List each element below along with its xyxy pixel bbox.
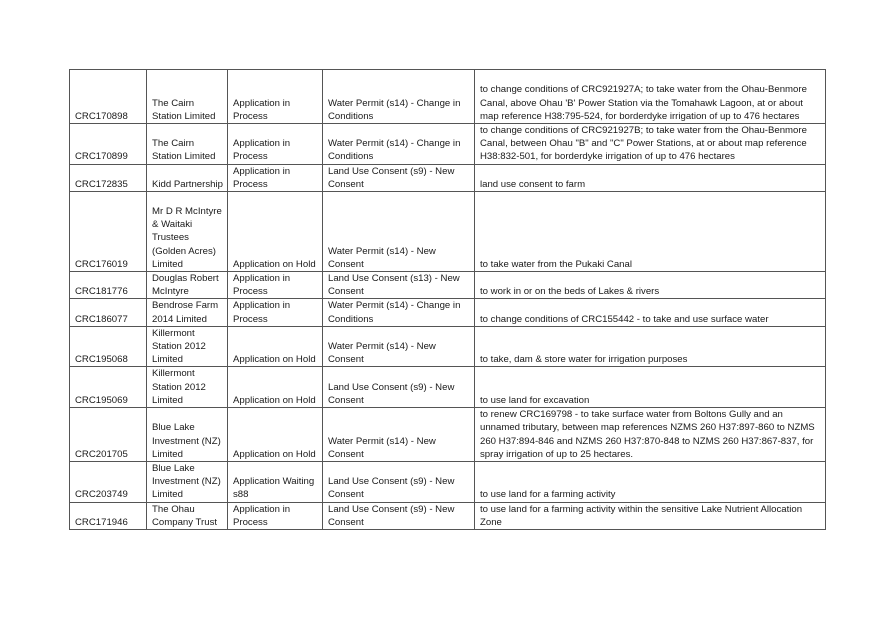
consent-number-cell: CRC203749: [70, 462, 147, 503]
table-row: [70, 367, 826, 408]
consents-table: [69, 69, 826, 530]
consent-type-cell: Land Use Consent (s9) - New Consent: [323, 164, 475, 191]
applicant-cell: Bendrose Farm 2014 Limited: [147, 299, 228, 326]
table-row: [70, 192, 826, 272]
consent-type-cell: Land Use Consent (s9) - New Consent: [323, 502, 475, 529]
status-cell: Application on Hold: [228, 192, 323, 272]
consent-type-cell: Land Use Consent (s9) - New Consent: [323, 367, 475, 408]
table-row: [70, 164, 826, 191]
consent-type-cell: Land Use Consent (s13) - New Consent: [323, 272, 475, 299]
table-row: [70, 502, 826, 529]
consent-type-cell: Water Permit (s14) - New Consent: [323, 192, 475, 272]
consent-type-cell: Water Permit (s14) - New Consent: [323, 326, 475, 367]
status-cell: Application Waiting s88: [228, 462, 323, 503]
status-cell: Application in Process: [228, 124, 323, 165]
consent-number-cell: CRC170898: [70, 70, 147, 124]
table-row: [70, 462, 826, 503]
status-cell: Application on Hold: [228, 408, 323, 462]
description-cell: to use land for a farming activity: [475, 462, 826, 503]
consent-number-cell: CRC186077: [70, 299, 147, 326]
table-row: [70, 70, 826, 124]
status-cell: Application in Process: [228, 164, 323, 191]
description-cell: to renew CRC169798 - to take surface water from Boltons Gully and an unnamed tributary, between map references NZMS 260 H37:897-860 to NZMS 260 H37:894-846 and NZMS 260 H37:870-848 to NZMS 260 H37:867-837, for spray irrigation of up to 25 hectares.: [475, 408, 826, 462]
applicant-cell: The Ohau Company Trust: [147, 502, 228, 529]
status-cell: Application on Hold: [228, 326, 323, 367]
applicant-cell: Kidd Partnership: [147, 164, 228, 191]
consent-number-cell: CRC172835: [70, 164, 147, 191]
consent-type-cell: Water Permit (s14) - New Consent: [323, 408, 475, 462]
applicant-cell: The Cairn Station Limited: [147, 124, 228, 165]
status-cell: Application in Process: [228, 502, 323, 529]
consent-number-cell: CRC181776: [70, 272, 147, 299]
description-cell: to change conditions of CRC921927B; to take water from the Ohau-Benmore Canal, between Ohau "B" and "C" Power Stations, at or about map reference H38:832-501, for borderdyke irrigation of up to 476 hectares: [475, 124, 826, 165]
description-cell: to use land for a farming activity within the sensitive Lake Nutrient Allocation Zone: [475, 502, 826, 529]
table-row: [70, 272, 826, 299]
description-cell: to take water from the Pukaki Canal: [475, 192, 826, 272]
table-row: [70, 299, 826, 326]
description-cell: to change conditions of CRC921927A; to take water from the Ohau-Benmore Canal, above Ohau 'B' Power Station via the Tomahawk Lagoon, at or about map reference H38:795-524, for borderdyke irrigation of up to 476 hectares: [475, 70, 826, 124]
status-cell: Application on Hold: [228, 367, 323, 408]
consent-type-cell: Water Permit (s14) - Change in Conditions: [323, 299, 475, 326]
applicant-cell: Blue Lake Investment (NZ) Limited: [147, 408, 228, 462]
description-cell: to change conditions of CRC155442 - to take and use surface water: [475, 299, 826, 326]
applicant-cell: Mr D R McIntyre & Waitaki Trustees (Golden Acres) Limited: [147, 192, 228, 272]
status-cell: Application in Process: [228, 272, 323, 299]
table-row: [70, 326, 826, 367]
description-cell: to take, dam & store water for irrigation purposes: [475, 326, 826, 367]
table-row: [70, 408, 826, 462]
consents-table-body: [70, 70, 826, 530]
applicant-cell: Blue Lake Investment (NZ) Limited: [147, 462, 228, 503]
consent-number-cell: CRC195069: [70, 367, 147, 408]
consent-number-cell: CRC195068: [70, 326, 147, 367]
consent-number-cell: CRC170899: [70, 124, 147, 165]
status-cell: Application in Process: [228, 70, 323, 124]
description-cell: land use consent to farm: [475, 164, 826, 191]
applicant-cell: Killermont Station 2012 Limited: [147, 326, 228, 367]
table-row: [70, 124, 826, 165]
applicant-cell: Killermont Station 2012 Limited: [147, 367, 228, 408]
applicant-cell: The Cairn Station Limited: [147, 70, 228, 124]
status-cell: Application in Process: [228, 299, 323, 326]
consent-number-cell: CRC176019: [70, 192, 147, 272]
consent-number-cell: CRC171946: [70, 502, 147, 529]
consent-type-cell: Water Permit (s14) - Change in Conditions: [323, 70, 475, 124]
applicant-cell: Douglas Robert McIntyre: [147, 272, 228, 299]
description-cell: to use land for excavation: [475, 367, 826, 408]
consent-type-cell: Water Permit (s14) - Change in Conditions: [323, 124, 475, 165]
description-cell: to work in or on the beds of Lakes & rivers: [475, 272, 826, 299]
consent-number-cell: CRC201705: [70, 408, 147, 462]
consent-type-cell: Land Use Consent (s9) - New Consent: [323, 462, 475, 503]
